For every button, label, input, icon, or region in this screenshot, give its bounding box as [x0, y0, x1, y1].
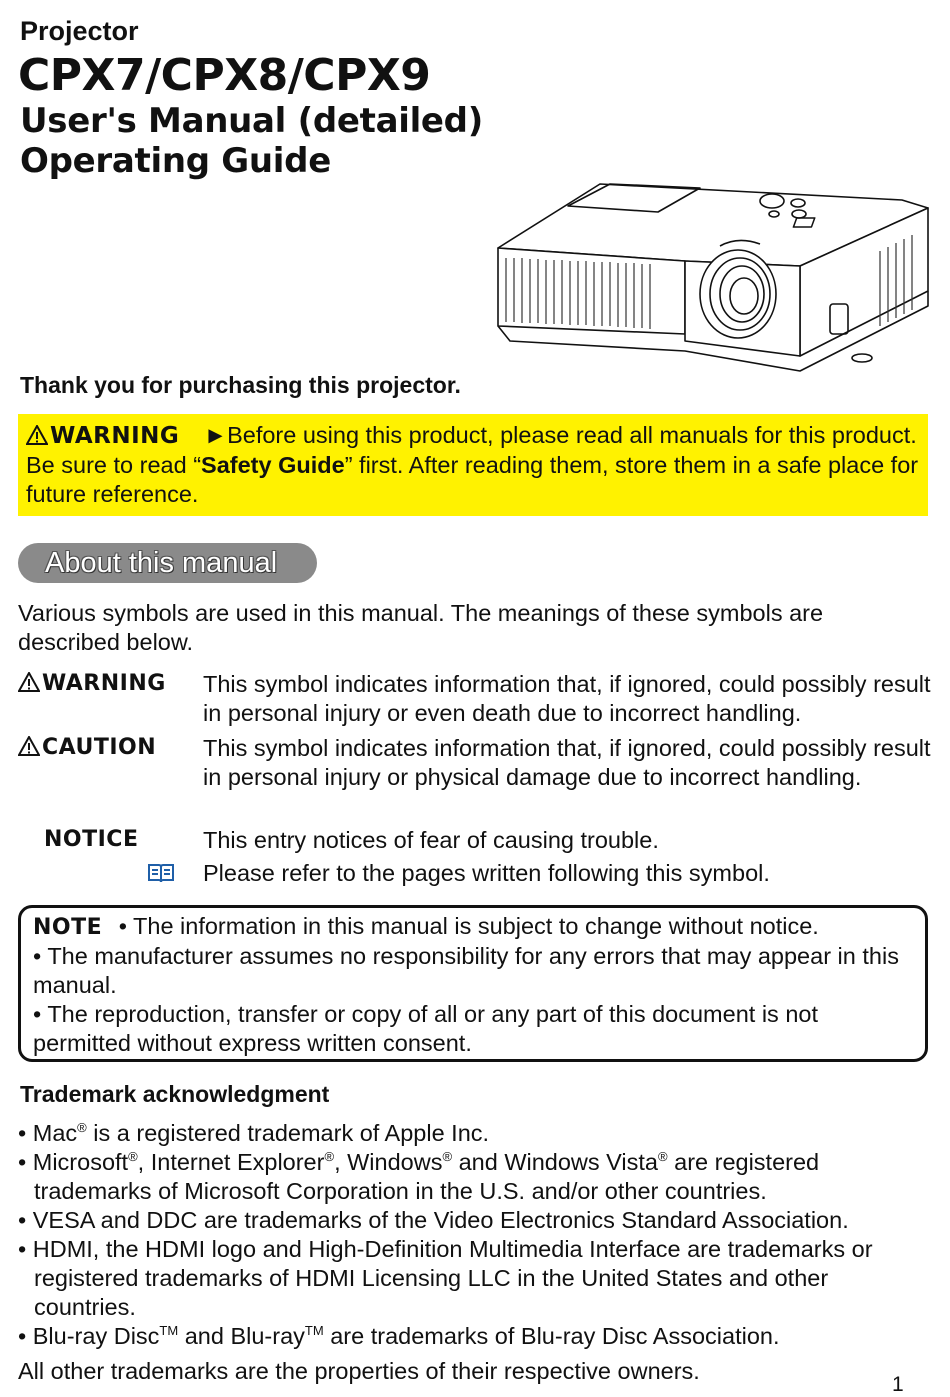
note-label: NOTE [33, 915, 103, 940]
arrow-marker: ► [203, 422, 228, 448]
note-box [18, 905, 928, 1062]
warning-text-b: ” first. After reading them, store them in a safe place for future reference. [26, 452, 919, 507]
symbol-caution-label: CAUTION [18, 735, 156, 760]
warning-triangle-icon [26, 425, 48, 445]
safety-guide-ref: Safety Guide [201, 452, 345, 478]
list-item: • Mac® is a registered trademark of Apple Inc. [18, 1120, 490, 1146]
trademark-closing: All other trademarks are the properties of their respective owners. [18, 1358, 700, 1384]
warning-box [18, 414, 928, 516]
list-item: • Blu-ray Disc™ and Blu-ray™ are trademarks of Blu-ray Disc Association. [18, 1323, 780, 1349]
list-item: • Microsoft®, Internet Explorer®, Windows® and Windows Vista® are registered trademarks of Microsoft Corporation in the U.S. and/or other countries. [18, 1149, 820, 1204]
symbol-notice-label: NOTICE [44, 827, 139, 852]
note-item: • The reproduction, transfer or copy of all or any part of this document is not permitted without express written consent. [33, 1001, 819, 1056]
warning-triangle-icon [18, 672, 40, 692]
model-title: CPX7/CPX8/CPX9 [18, 50, 431, 101]
warning-text-a: Before using this product, please read all manuals for this product. Be sure to read “ [26, 422, 917, 478]
book-icon [147, 862, 175, 884]
manual-title: User's Manual (detailed) [20, 101, 483, 141]
page-number: 1 [892, 1373, 904, 1396]
trademark-heading: Trademark acknowledgment [20, 1081, 330, 1107]
thank-you-line: Thank you for purchasing this projector. [20, 372, 461, 398]
intro-paragraph: Various symbols are used in this manual. The meanings of these symbols are described below. [18, 600, 824, 655]
projector-illustration [490, 176, 935, 376]
list-item: • VESA and DDC are trademarks of the Video Electronics Standard Association. [18, 1207, 849, 1233]
list-item: • HDMI, the HDMI logo and High-Definition Multimedia Interface are trademarks or registered trademarks of HDMI Licensing LLC in the United States and other countries. [18, 1236, 873, 1320]
trademark-list [18, 1119, 933, 1386]
warning-label: WARNING [26, 423, 179, 449]
symbol-caution-desc: This symbol indicates information that, if ignored, could possibly result in personal injury or physical damage due to incorrect handling. [203, 735, 931, 790]
note-item: • The manufacturer assumes no responsibility for any errors that may appear in this manual. [33, 943, 899, 998]
section-title-pill: About this manual [18, 543, 317, 583]
manual-subtitle: Operating Guide [20, 141, 331, 181]
note-item: • The information in this manual is subject to change without notice. [118, 913, 819, 939]
symbol-book-desc: Please refer to the pages written following this symbol. [203, 860, 770, 886]
caution-triangle-icon [18, 736, 40, 756]
symbol-notice-desc: This entry notices of fear of causing trouble. [203, 827, 659, 853]
symbol-warning-label: WARNING [18, 671, 166, 696]
symbol-warning-desc: This symbol indicates information that, if ignored, could possibly result in personal injury or even death due to incorrect handling. [203, 671, 931, 726]
document-kicker: Projector [20, 16, 139, 46]
